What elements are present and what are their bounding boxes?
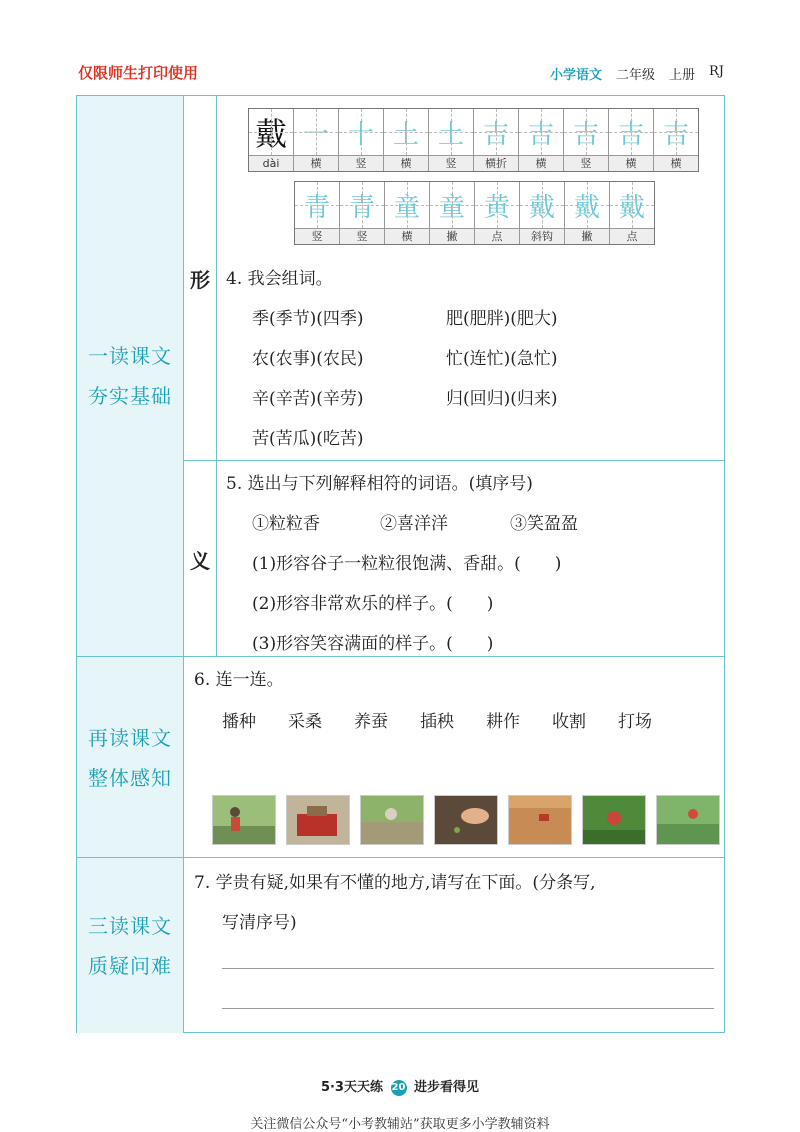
stroke-glyph: 戴 <box>520 182 564 228</box>
section-label <box>77 96 184 656</box>
stroke-glyph: 青 <box>340 182 384 228</box>
section-label <box>77 657 184 858</box>
match-word[interactable]: 播种 <box>222 712 256 732</box>
stroke-glyph: 青 <box>295 182 339 228</box>
farm-photo-transplanting <box>434 795 498 845</box>
stroke-glyph: 吉 <box>564 109 608 155</box>
volume: 上册 <box>668 68 695 83</box>
q5-item-1: (1)形容谷子一粒粒很饱满、香甜。( ) <box>252 554 562 574</box>
row2-cell <box>565 182 610 244</box>
row2-cell <box>430 182 475 244</box>
row2-cell <box>340 182 385 244</box>
main-pinyin: dài <box>249 155 293 171</box>
form-subsection <box>184 96 724 460</box>
stroke-name: 横折 <box>474 155 518 171</box>
stroke-order-row-1 <box>248 108 699 172</box>
match-word[interactable]: 耕作 <box>486 712 520 732</box>
main-char: 戴 <box>249 109 293 155</box>
stroke-glyph: 黄 <box>475 182 519 228</box>
q5-option-3: ③笑盈盈 <box>510 514 578 534</box>
matching-words <box>222 707 652 732</box>
row1-cell <box>429 109 474 171</box>
row1-cell <box>519 109 564 171</box>
row2-cell <box>475 182 520 244</box>
stroke-main-char <box>249 109 294 171</box>
bottom-notice: 关注微信公众号“小考教辅站”获取更多小学教辅资料 <box>250 1117 550 1132</box>
section-label-line2: 整体感知 <box>88 765 172 790</box>
stroke-name: 点 <box>610 228 654 244</box>
stroke-glyph: 吉 <box>609 109 653 155</box>
stroke-glyph: 童 <box>385 182 429 228</box>
print-notice: 仅限师生打印使用 <box>78 64 199 82</box>
match-word[interactable]: 打场 <box>618 712 652 732</box>
farm-photo-plowing <box>508 795 572 845</box>
row1-cell <box>339 109 384 171</box>
stroke-name: 竖 <box>295 228 339 244</box>
stroke-glyph: 戴 <box>610 182 654 228</box>
section-label-line1: 三读课文 <box>88 913 172 938</box>
stroke-glyph: 吉 <box>654 109 698 155</box>
stroke-name: 斜钩 <box>520 228 564 244</box>
farm-photo-silkworm <box>360 795 424 845</box>
q4-title: 4. 我会组词。 <box>226 269 333 289</box>
section-label-line2: 质疑问难 <box>88 953 172 978</box>
stroke-name: 横 <box>384 155 428 171</box>
farm-photo-threshing <box>656 795 720 845</box>
q5-title: 5. 选出与下列解释相符的词语。(填序号) <box>226 474 533 494</box>
page-footer <box>0 1076 800 1096</box>
stroke-name: 横 <box>294 155 338 171</box>
row1-cell <box>654 109 698 171</box>
footer-brand: 5·3天天练 <box>320 1080 383 1095</box>
q5-item-2: (2)形容非常欢乐的样子。( ) <box>252 594 494 614</box>
q5-option-1: ①粒粒香 <box>252 514 320 534</box>
stroke-name: 撇 <box>565 228 609 244</box>
match-word[interactable]: 插秧 <box>420 712 454 732</box>
grade: 二年级 <box>615 68 655 83</box>
q7-line2: 写清序号) <box>222 913 297 933</box>
stroke-glyph: 十 <box>339 109 383 155</box>
section-questions <box>77 857 724 1033</box>
stroke-name: 横 <box>609 155 653 171</box>
form-label: 形 <box>184 96 217 460</box>
row1-cell <box>609 109 654 171</box>
farm-photo-planting <box>212 795 276 845</box>
stroke-glyph: 土 <box>429 109 473 155</box>
stroke-name: 横 <box>654 155 698 171</box>
q4-left-3: 辛(辛苦)(辛劳) <box>252 389 364 409</box>
q5-item-3: (3)形容笑容满面的样子。( ) <box>252 634 494 654</box>
footer-slogan: 进步看得见 <box>414 1080 480 1095</box>
meaning-label: 义 <box>184 461 217 657</box>
stroke-glyph: 吉 <box>519 109 563 155</box>
q4-right-2: 忙(连忙)(急忙) <box>446 349 558 369</box>
stroke-name: 横 <box>385 228 429 244</box>
q4-left-4: 苦(苦瓜)(吃苦) <box>252 429 364 449</box>
match-word[interactable]: 收割 <box>552 712 586 732</box>
section-label-line1: 再读课文 <box>88 725 172 750</box>
row2-cell <box>610 182 654 244</box>
q4-right-1: 肥(肥胖)(肥大) <box>446 309 558 329</box>
meaning-subsection <box>184 460 724 657</box>
stroke-name: 撇 <box>430 228 474 244</box>
row1-cell <box>384 109 429 171</box>
farm-photo-harvesting <box>582 795 646 845</box>
stroke-name: 竖 <box>429 155 473 171</box>
book-info <box>550 64 724 83</box>
q4-left-1: 季(季节)(四季) <box>252 309 364 329</box>
stroke-glyph: 童 <box>430 182 474 228</box>
stroke-glyph: 一 <box>294 109 338 155</box>
q5-option-2: ②喜洋洋 <box>380 514 448 534</box>
stroke-glyph: 吉 <box>474 109 518 155</box>
match-word[interactable]: 采桑 <box>288 712 322 732</box>
match-word[interactable]: 养蚕 <box>354 712 388 732</box>
q4-left-2: 农(农事)(农民) <box>252 349 364 369</box>
answer-line-1[interactable] <box>222 968 714 969</box>
page-number: 20 <box>391 1080 407 1096</box>
section-label-line2: 夯实基础 <box>88 384 172 408</box>
stroke-glyph: 土 <box>384 109 428 155</box>
row1-cell <box>474 109 519 171</box>
subject: 小学语文 <box>549 68 602 83</box>
row1-cell <box>564 109 609 171</box>
stroke-order-row-2 <box>294 181 655 245</box>
row2-cell <box>295 182 340 244</box>
stroke-glyph: 戴 <box>565 182 609 228</box>
stroke-name: 竖 <box>340 228 384 244</box>
row1-cell <box>294 109 339 171</box>
section-overview <box>77 656 724 858</box>
row2-cell <box>520 182 565 244</box>
row2-cell <box>385 182 430 244</box>
section-basics <box>77 96 724 656</box>
stroke-name: 点 <box>475 228 519 244</box>
matching-pictures <box>212 795 720 845</box>
farm-photo-mulberry <box>286 795 350 845</box>
edition: RJ <box>709 64 724 79</box>
q4-right-3: 归(回归)(归来) <box>446 389 558 409</box>
section-label <box>77 858 184 1033</box>
section-label-line1: 一读课文 <box>88 344 172 368</box>
answer-line-2[interactable] <box>222 1008 714 1009</box>
q6-title: 6. 连一连。 <box>194 670 284 690</box>
stroke-name: 竖 <box>564 155 608 171</box>
stroke-name: 横 <box>519 155 563 171</box>
worksheet-frame <box>76 95 725 1033</box>
stroke-name: 竖 <box>339 155 383 171</box>
q7-line1: 7. 学贵有疑,如果有不懂的地方,请写在下面。(分条写, <box>194 873 596 893</box>
